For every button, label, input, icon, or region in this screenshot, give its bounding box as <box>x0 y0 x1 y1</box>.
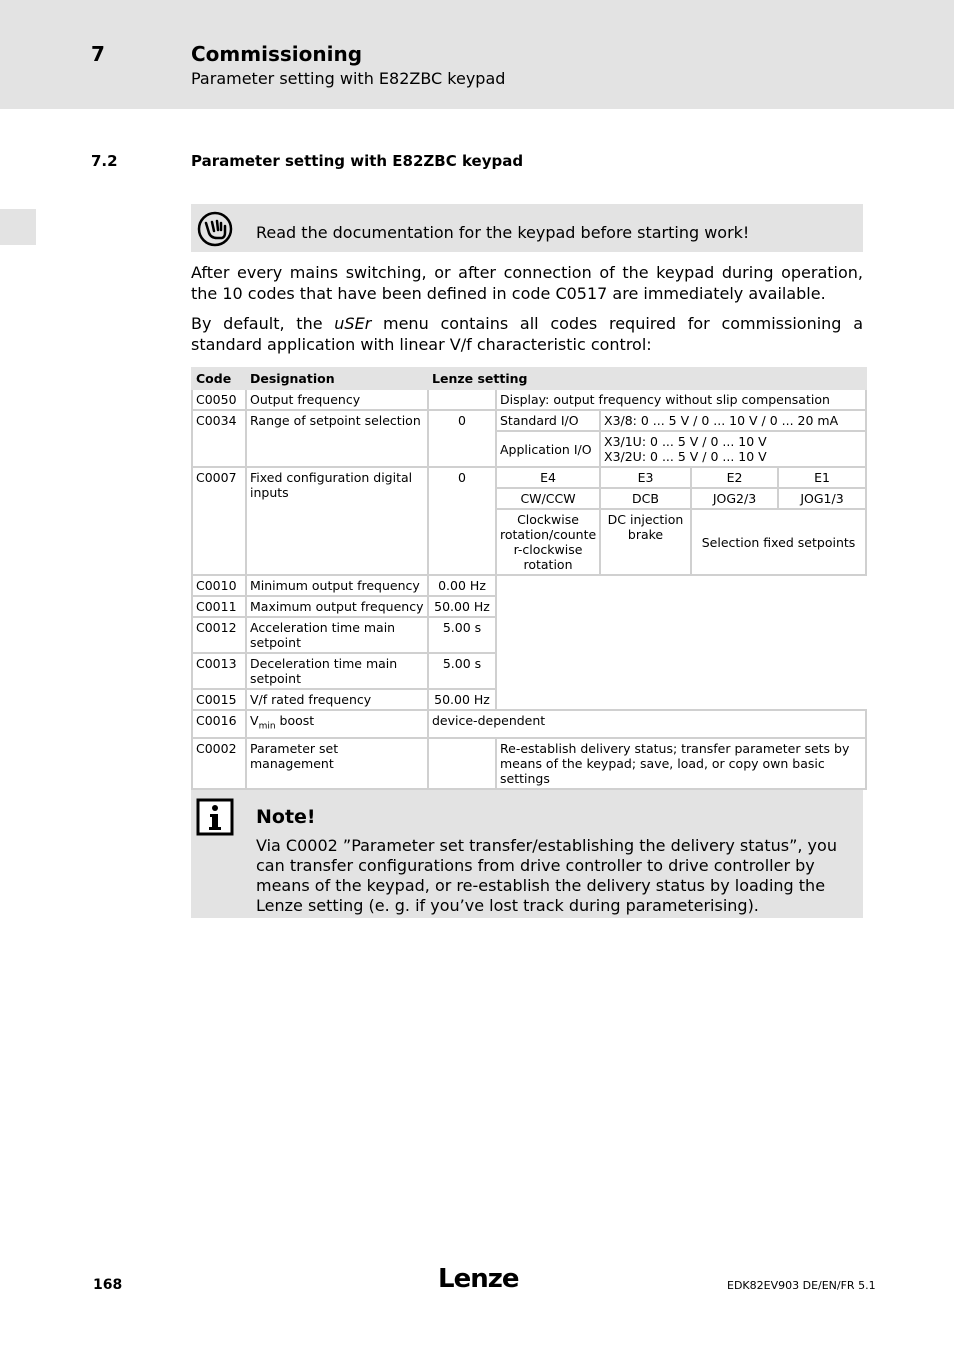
chapter-title: Commissioning <box>191 42 363 66</box>
p2-before: By default, the <box>191 314 335 333</box>
value-cell: 5.00 s <box>428 653 496 689</box>
table-row <box>192 738 866 789</box>
note-title: Note! <box>256 806 316 828</box>
info-icon <box>196 798 234 840</box>
page-number: 168 <box>93 1277 123 1293</box>
user-menu-word: uSEr <box>334 314 372 333</box>
code-cell: C0050 <box>192 389 246 410</box>
option-label-cell: Standard I/O <box>496 410 600 431</box>
table-header-row <box>192 368 866 389</box>
function-cell: DCB <box>600 488 691 509</box>
table-row <box>192 710 866 738</box>
designation-cell: Maximum output frequency <box>246 596 428 617</box>
note-box <box>191 790 863 918</box>
designation-cell: Minimum output frequency <box>246 575 428 596</box>
designation-cell: Output frequency <box>246 389 428 410</box>
function-cell: JOG2/3 <box>691 488 778 509</box>
value-cell: 0 <box>428 410 496 467</box>
code-cell: C0010 <box>192 575 246 596</box>
table-row <box>192 410 866 431</box>
input-cell: E3 <box>600 467 691 488</box>
lenze-logo: Lenze <box>438 1264 519 1294</box>
designation-cell: Acceleration time main setpoint <box>246 617 428 653</box>
function-cell: JOG1/3 <box>778 488 866 509</box>
vmin-subscript: min <box>258 721 276 732</box>
header-lenze-setting: Lenze setting <box>428 368 866 389</box>
intro-paragraph: After every mains switching, or after connection of the keypad during operation, the 10 codes that have been defined in code C0517 are immediately available. <box>191 263 863 303</box>
designation-cell: V/f rated frequency <box>246 689 428 710</box>
code-cell: C0011 <box>192 596 246 617</box>
tip-text: Read the documentation for the keypad before starting work! <box>256 223 750 242</box>
designation-cell: Parameter set management <box>246 738 428 789</box>
designation-cell: Deceleration time main setpoint <box>246 653 428 689</box>
header-code: Code <box>192 368 246 389</box>
value-cell: 50.00 Hz <box>428 596 496 617</box>
value-cell <box>428 389 496 410</box>
note-text: Via C0002 ”Parameter set transfer/establishing the delivery status”, you can transfer configurations from drive controller to drive controller by means of the keypad, or re-establish the delivery status by loading the Lenze setting (e. g. if you’ve lost track during parameterising). <box>256 836 837 915</box>
vmin-rest: boost <box>275 713 315 728</box>
value-cell: device-dependent <box>428 710 866 738</box>
info-cell: Display: output frequency without slip compensation <box>496 389 866 410</box>
function-description-cell: Clockwise rotation/counte r-clockwise rotation <box>496 509 600 575</box>
info-cell: Re-establish delivery status; transfer parameter sets by means of the keypad; save, load, or copy own basic settings <box>496 738 866 789</box>
input-cell: E1 <box>778 467 866 488</box>
function-description-cell: Selection fixed setpoints <box>691 509 866 575</box>
designation-cell: Fixed configuration digital inputs <box>246 467 428 575</box>
value-cell: 5.00 s <box>428 617 496 653</box>
parameter-table <box>191 367 867 790</box>
value-cell: 0 <box>428 467 496 575</box>
code-cell: C0013 <box>192 653 246 689</box>
option-label-cell: Application I/O <box>496 431 600 467</box>
chapter-subtitle: Parameter setting with E82ZBC keypad <box>191 69 506 88</box>
app-io-line-1: X3/1U: 0 ... 5 V / 0 ... 10 V <box>604 434 767 449</box>
option-value-cell: X3/8: 0 ... 5 V / 0 ... 10 V / 0 ... 20 mA <box>600 410 866 431</box>
header-designation: Designation <box>246 368 428 389</box>
option-value-cell <box>600 431 866 467</box>
input-cell: E2 <box>691 467 778 488</box>
tip-box <box>191 204 863 252</box>
value-cell <box>428 738 496 789</box>
function-cell: CW/CCW <box>496 488 600 509</box>
vmin-v: V <box>250 713 259 728</box>
code-cell: C0015 <box>192 689 246 710</box>
value-cell: 50.00 Hz <box>428 689 496 710</box>
designation-cell: Range of setpoint selection <box>246 410 428 467</box>
app-io-line-2: X3/2U: 0 ... 5 V / 0 ... 10 V <box>604 449 767 464</box>
header-band <box>0 0 954 109</box>
code-cell: C0002 <box>192 738 246 789</box>
table-row <box>192 389 866 410</box>
table-row <box>192 467 866 488</box>
hand-tip-icon <box>197 211 233 251</box>
code-cell: C0012 <box>192 617 246 653</box>
value-cell: 0.00 Hz <box>428 575 496 596</box>
designation-cell <box>246 710 428 738</box>
section-number: 7.2 <box>91 152 118 170</box>
side-tab-marker <box>0 209 36 245</box>
user-menu-paragraph <box>191 313 863 355</box>
input-cell: E4 <box>496 467 600 488</box>
function-description-cell: DC injection brake <box>600 509 691 575</box>
code-cell: C0016 <box>192 710 246 738</box>
code-cell: C0034 <box>192 410 246 467</box>
p2-after: menu contains all codes required for commissioning a standard application with linear V/f characteristic control: <box>191 314 864 354</box>
document-reference: EDK82EV903 DE/EN/FR 5.1 <box>727 1279 876 1292</box>
chapter-number: 7 <box>91 42 105 66</box>
code-cell: C0007 <box>192 467 246 575</box>
table-row <box>192 575 866 596</box>
empty-area <box>496 575 866 710</box>
section-title: Parameter setting with E82ZBC keypad <box>191 152 524 170</box>
